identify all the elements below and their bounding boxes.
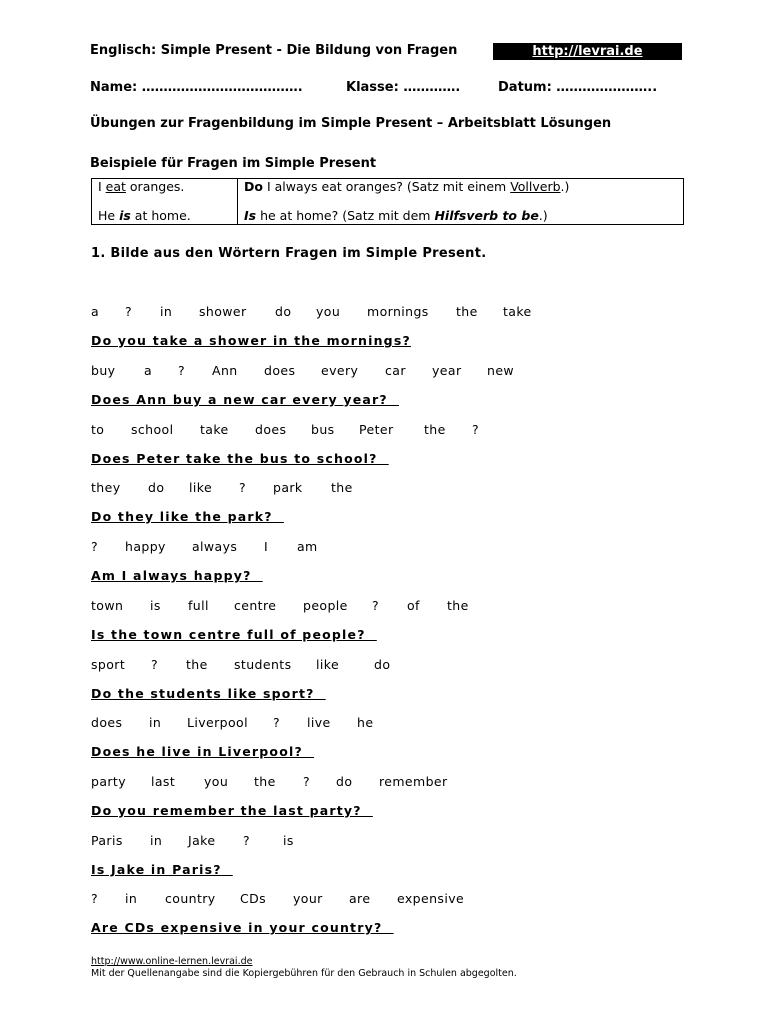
klasse-field: Klasse: ………….	[346, 80, 461, 95]
scramble-word: expensive	[397, 891, 465, 906]
scramble-word: do	[275, 304, 292, 319]
task-heading: 1. Bilde aus den Wörtern Fragen im Simple Present.	[91, 246, 487, 261]
example-question-1: Do I always eat oranges? (Satz mit einem Vollverb.)	[244, 179, 570, 194]
scramble-word: are	[349, 891, 371, 906]
scramble-word: ?	[303, 774, 311, 789]
scramble-word: car	[385, 363, 406, 378]
answer-question: Are CDs expensive in your country?	[91, 920, 394, 935]
examples-heading: Beispiele für Fragen im Simple Present	[90, 156, 377, 171]
scramble-word: he	[357, 715, 374, 730]
worksheet-title: Englisch: Simple Present - Die Bildung von Fragen	[90, 43, 458, 58]
examples-left-cell	[92, 179, 238, 225]
scramble-word: you	[204, 774, 229, 789]
scramble-word: shower	[199, 304, 247, 319]
scramble-word: last	[151, 774, 176, 789]
scramble-word: to	[91, 422, 105, 437]
scramble-word: centre	[234, 598, 277, 613]
scramble-word: ?	[472, 422, 480, 437]
scramble-word: CDs	[240, 891, 267, 906]
answer-question: Do they like the park?	[91, 509, 284, 524]
scramble-word: ?	[151, 657, 159, 672]
scramble-word: ?	[243, 833, 251, 848]
scramble-word: year	[432, 363, 462, 378]
footer-link[interactable]: http://www.online-lernen.levrai.de	[91, 956, 253, 967]
scramble-word: a	[144, 363, 153, 378]
examples-table	[91, 178, 684, 225]
example-statement-1: I eat oranges.	[98, 179, 185, 194]
footer-note: Mit der Quellenangabe sind die Kopiergebühren für den Gebrauch in Schulen abgegolten.	[91, 968, 517, 979]
scramble-word: country	[165, 891, 216, 906]
scramble-word: bus	[311, 422, 335, 437]
scramble-word: every	[321, 363, 359, 378]
answer-question: Am I always happy?	[91, 568, 263, 583]
scramble-word: take	[503, 304, 532, 319]
scramble-word: full	[188, 598, 209, 613]
datum-field: Datum: …………………..	[498, 80, 658, 95]
example-statement-2: He is at home.	[98, 207, 191, 223]
scramble-word: the	[456, 304, 478, 319]
scramble-word: school	[131, 422, 174, 437]
answer-question: Is Jake in Paris?	[91, 862, 233, 877]
scramble-word: is	[283, 833, 294, 848]
scramble-word: remember	[379, 774, 448, 789]
scramble-word: ?	[91, 891, 99, 906]
scramble-word: do	[148, 480, 165, 495]
scramble-word: the	[447, 598, 469, 613]
scramble-word: you	[316, 304, 341, 319]
answer-question: Is the town centre full of people?	[91, 627, 377, 642]
scramble-word: live	[307, 715, 331, 730]
examples-right-cell	[238, 179, 684, 225]
scramble-word: ?	[372, 598, 380, 613]
scramble-word: your	[293, 891, 323, 906]
scramble-word: in	[125, 891, 138, 906]
scramble-word: students	[234, 657, 292, 672]
scramble-word: the	[424, 422, 446, 437]
scramble-word: do	[336, 774, 353, 789]
scramble-word: in	[150, 833, 163, 848]
scramble-word: sport	[91, 657, 126, 672]
name-field: Name: ……………………………….	[90, 80, 303, 95]
scramble-word: in	[149, 715, 162, 730]
worksheet-subtitle: Übungen zur Fragenbildung im Simple Present – Arbeitsblatt Lösungen	[90, 116, 612, 131]
scramble-word: people	[303, 598, 348, 613]
scramble-word: am	[297, 539, 318, 554]
scramble-word: they	[91, 480, 121, 495]
scramble-word: in	[160, 304, 173, 319]
example-question-2: Is he at home? (Satz mit dem Hilfsverb to be.)	[244, 207, 548, 223]
scramble-word: is	[150, 598, 161, 613]
scramble-word: Jake	[188, 833, 216, 848]
scramble-word: like	[189, 480, 213, 495]
header-url-link[interactable]: http://levrai.de	[493, 43, 682, 60]
scramble-word: take	[200, 422, 229, 437]
scramble-word: do	[374, 657, 391, 672]
scramble-word: I	[264, 539, 269, 554]
scramble-word: Liverpool	[187, 715, 248, 730]
scramble-word: party	[91, 774, 127, 789]
scramble-word: always	[192, 539, 238, 554]
scramble-word: ?	[239, 480, 247, 495]
scramble-word: does	[91, 715, 123, 730]
scramble-word: of	[407, 598, 420, 613]
scramble-word: does	[255, 422, 287, 437]
scramble-word: does	[264, 363, 296, 378]
scramble-word: ?	[178, 363, 186, 378]
scramble-word: Paris	[91, 833, 123, 848]
answer-question: Does Ann buy a new car every year?	[91, 392, 399, 407]
scramble-word: town	[91, 598, 124, 613]
scramble-word: like	[316, 657, 340, 672]
scramble-word: buy	[91, 363, 116, 378]
scramble-word: a	[91, 304, 100, 319]
scramble-word: ?	[273, 715, 281, 730]
scramble-word: Ann	[212, 363, 238, 378]
scramble-word: the	[186, 657, 208, 672]
scramble-word: Peter	[359, 422, 394, 437]
scramble-word: happy	[125, 539, 166, 554]
scramble-word: the	[254, 774, 276, 789]
scramble-word: new	[487, 363, 515, 378]
answer-question: Do you remember the last party?	[91, 803, 373, 818]
scramble-word: ?	[91, 539, 99, 554]
scramble-word: the	[331, 480, 353, 495]
answer-question: Do you take a shower in the mornings?	[91, 333, 411, 348]
scramble-word: mornings	[367, 304, 429, 319]
answer-question: Do the students like sport?	[91, 686, 326, 701]
scramble-word: ?	[125, 304, 133, 319]
answer-question: Does he live in Liverpool?	[91, 744, 315, 759]
scramble-word: park	[273, 480, 303, 495]
answer-question: Does Peter take the bus to school?	[91, 451, 389, 466]
